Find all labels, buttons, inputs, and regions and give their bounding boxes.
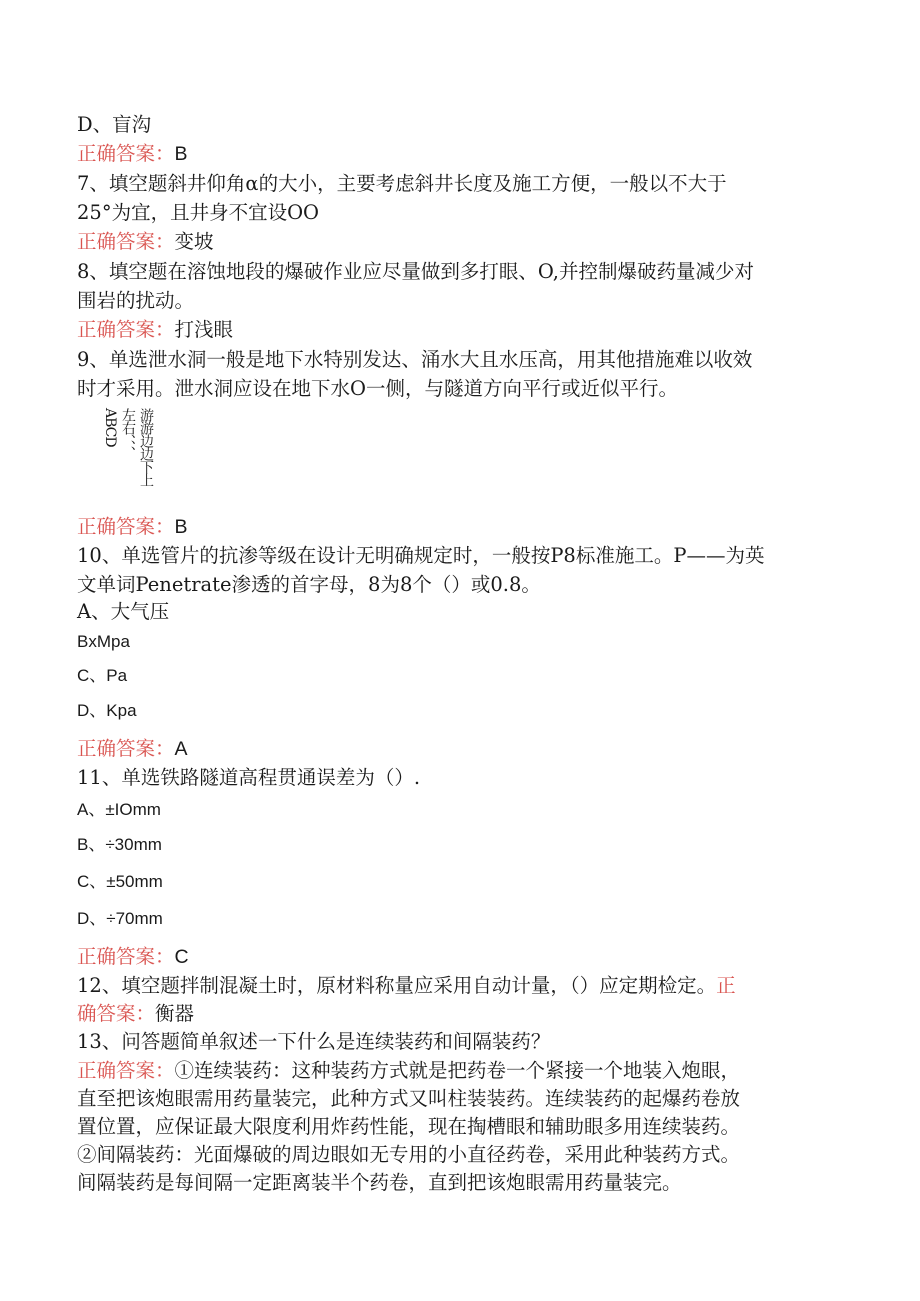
question-12-text: 12、填空题拌制混凝土时，原材料称量应采用自动计量，（）应定期检定。 xyxy=(77,974,717,997)
answer-value: 打浅眼 xyxy=(174,318,234,341)
answer-label: 正确答案： xyxy=(77,945,175,968)
answer-label: 正确答案： xyxy=(77,1059,175,1082)
question-12 xyxy=(77,972,736,1000)
q9-options-col2: 左右、、、 xyxy=(120,408,136,459)
option-a-q10: A、大气压 xyxy=(77,600,170,623)
answer-value: B xyxy=(174,516,188,538)
question-7-line1: 7、填空题斜井仰角α的大小，主要考虑斜井长度及施工方便，一般以不大于 xyxy=(77,172,727,195)
question-11: 11、单选铁路隧道高程贯通误差为（）. xyxy=(77,766,421,789)
answer-q7 xyxy=(77,228,214,256)
answer-q12 xyxy=(77,1000,194,1028)
option-d-q10: D、Kpa xyxy=(77,701,137,720)
option-d-q6: D、盲沟 xyxy=(77,113,152,136)
option-a-q11: A、±IOmm xyxy=(77,800,161,819)
option-c-q11: C、±50mm xyxy=(77,872,163,891)
answer-q13-line3: 置位置，应保证最大限度利用炸药性能，现在掏槽眼和辅助眼多用连续装药。 xyxy=(77,1115,741,1138)
answer-value: C xyxy=(174,946,189,968)
question-13: 13、问答题简单叙述一下什么是连续装药和间隔装药？ xyxy=(77,1030,551,1053)
answer-q13-line5: 间隔装药是每间隔一定距离装半个药卷，直到把该炮眼需用药量装完。 xyxy=(77,1171,682,1194)
question-8-line2: 围岩的扰动。 xyxy=(77,289,195,312)
answer-label: 正确答案： xyxy=(77,142,175,165)
answer-q10 xyxy=(77,735,188,763)
answer-q13-line1 xyxy=(77,1057,740,1085)
answer-value: 变坡 xyxy=(174,230,214,253)
question-10-line2: 文单词Penetrate渗透的首字母，8为8个（）或0.8。 xyxy=(77,573,541,596)
answer-label-part1: 正 xyxy=(716,974,736,997)
answer-q11 xyxy=(77,943,189,971)
answer-q6 xyxy=(77,140,188,168)
answer-label: 正确答案： xyxy=(77,318,175,341)
question-9-line2: 时才采用。泄水洞应设在地下水O一侧，与隧道方向平行或近似平行。 xyxy=(77,377,678,400)
answer-value: B xyxy=(174,143,188,165)
option-d-q11: D、÷70mm xyxy=(77,909,163,928)
answer-q13-line4: ②间隔装药：光面爆破的周边眼如无专用的小直径药卷，采用此种装药方式。 xyxy=(77,1143,741,1166)
answer-label: 正确答案： xyxy=(77,230,175,253)
question-8-line1: 8、填空题在溶蚀地段的爆破作业应尽量做到多打眼、O,并控制爆破药量减少对 xyxy=(77,260,754,283)
q9-options-col3: 游游边边下上 xyxy=(138,408,154,486)
question-7-line2: 25°为宜，且井身不宜设OO xyxy=(77,201,320,224)
answer-label: 正确答案： xyxy=(77,515,175,538)
answer-label: 正确答案： xyxy=(77,737,175,760)
question-9-line1: 9、单选泄水洞一般是地下水特别发达、涌水大且水压高，用其他措施难以收效 xyxy=(77,348,753,371)
answer-q13-line2: 直至把该炮眼需用药量装完，此种方式又叫柱装装药。连续装药的起爆药卷放 xyxy=(77,1087,741,1110)
question-10-line1: 10、单选管片的抗渗等级在设计无明确规定时，一般按P8标准施工。P——为英 xyxy=(77,544,765,567)
option-b-q10: BxMpa xyxy=(77,632,130,651)
answer-label-part2: 确答案： xyxy=(77,1002,156,1025)
answer-value: 衡器 xyxy=(155,1002,195,1025)
option-c-q10: C、Pa xyxy=(77,666,128,685)
answer-value: ①连续装药：这种装药方式就是把药卷一个紧接一个地装入炮眼， xyxy=(174,1059,741,1082)
answer-value: A xyxy=(174,738,188,760)
option-b-q11: B、÷30mm xyxy=(77,835,162,854)
answer-q9 xyxy=(77,513,188,541)
answer-q8 xyxy=(77,316,233,344)
q9-options-letters: ABCD xyxy=(102,408,118,447)
